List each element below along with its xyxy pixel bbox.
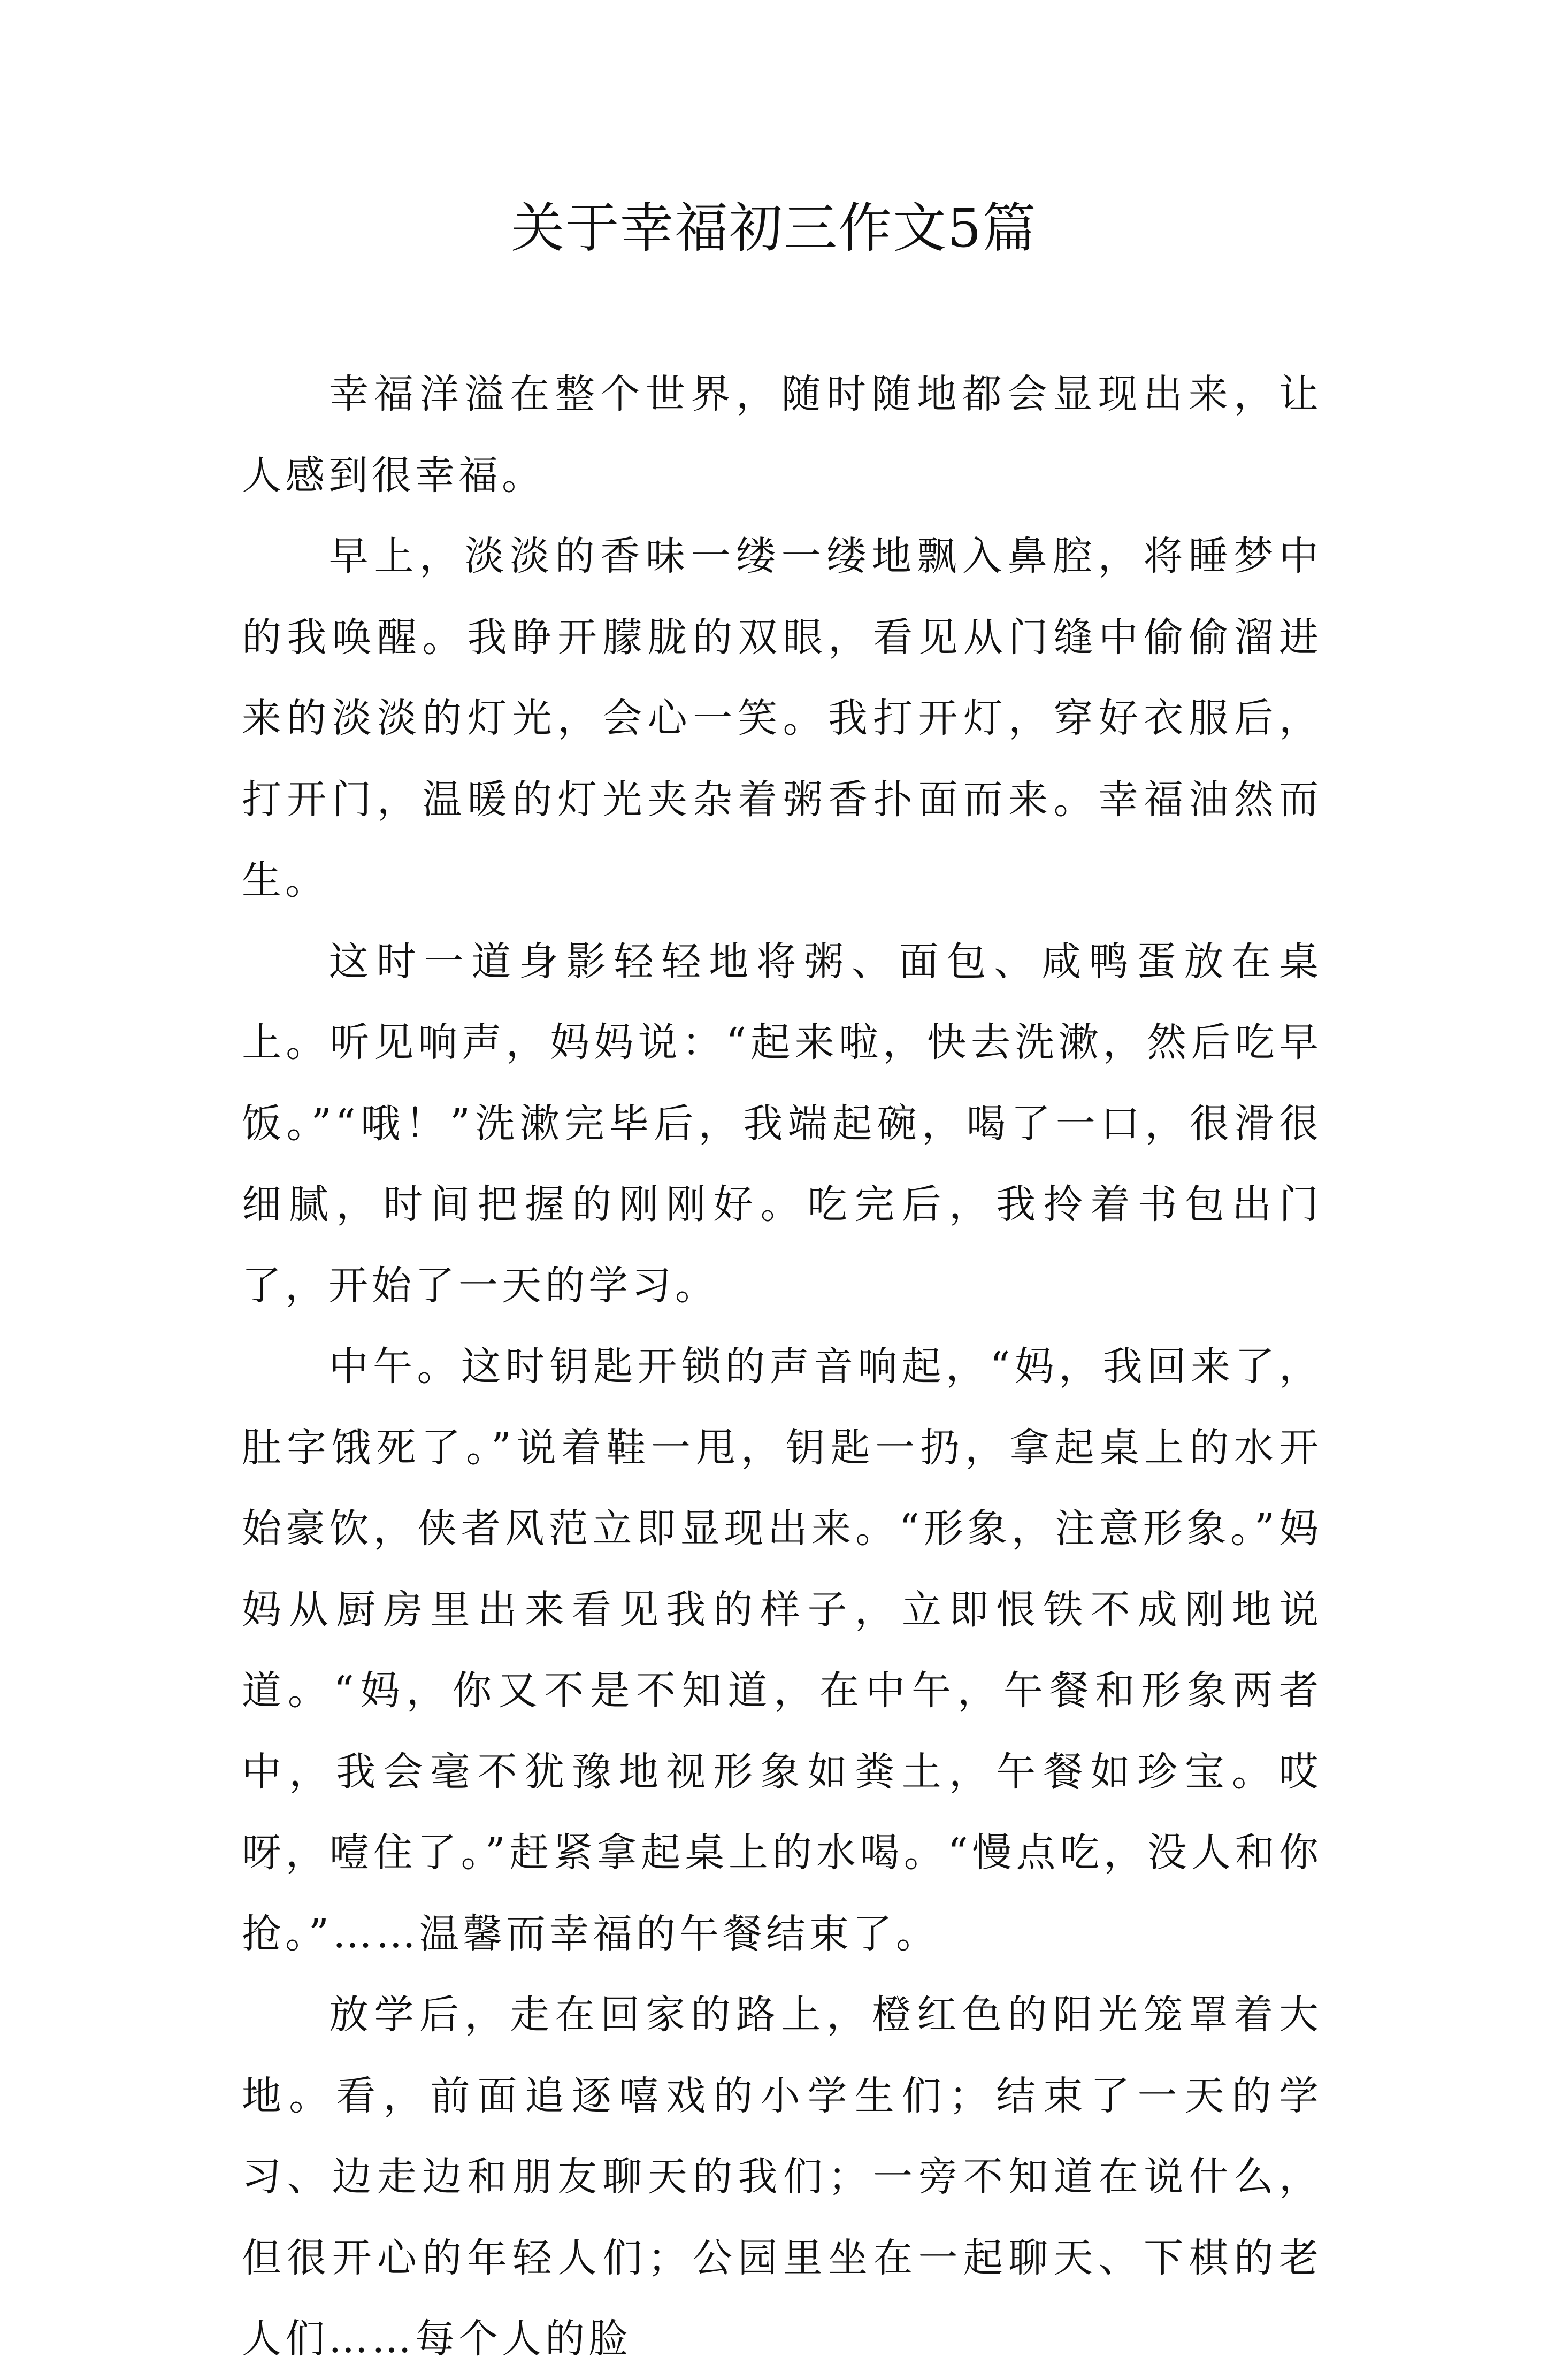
paragraph-3: 这时一道身影轻轻地将粥、面包、咸鸭蛋放在桌上。听见响声，妈妈说：“起来啦，快去洗漱，然后吃早饭。”“哦！”洗漱完毕后，我端起碗，喝了一口，很滑很细腻，时间把握的刚刚好。吃完后，我拎着书包出门了，开始了一天的学习。: [242, 938, 1322, 1309]
document-body: [242, 354, 1322, 2380]
paragraph-2: 早上，淡淡的香味一缕一缕地飘入鼻腔，将睡梦中的我唤醒。我睁开朦胧的双眼，看见从门缝中偷偷溜进来的淡淡的灯光，会心一笑。我打开灯，穿好衣服后，打开门，温暖的灯光夹杂着粥香扑面而来。幸福油然而生。: [242, 533, 1322, 903]
paragraph-5: 放学后，走在回家的路上，橙红色的阳光笼罩着大地。看，前面追逐嘻戏的小学生们；结束了一天的学习、边走边和朋友聊天的我们；一旁不知道在说什么，但很开心的年轻人们；公园里坐在一起聊天、下棋的老人们……每个人的脸: [242, 1992, 1322, 2362]
paragraph-1: 幸福洋溢在整个世界，随时随地都会显现出来，让人感到很幸福。: [242, 371, 1322, 498]
paragraph-4: 中午。这时钥匙开锁的声音响起，“妈，我回来了，肚字饿死了。”说着鞋一甩，钥匙一扔，拿起桌上的水开始豪饮，侠者风范立即显现出来。“形象，注意形象。”妈妈从厨房里出来看见我的样子，立即恨铁不成刚地说道。“妈，你又不是不知道，在中午，午餐和形象两者中，我会毫不犹豫地视形象如粪土，午餐如珍宝。哎呀，噎住了。”赶紧拿起桌上的水喝。“慢点吃，没人和你抢。”……温馨而幸福的午餐结束了。: [242, 1343, 1322, 1957]
document-title: 关于幸福初三作文5篇: [511, 197, 1037, 259]
